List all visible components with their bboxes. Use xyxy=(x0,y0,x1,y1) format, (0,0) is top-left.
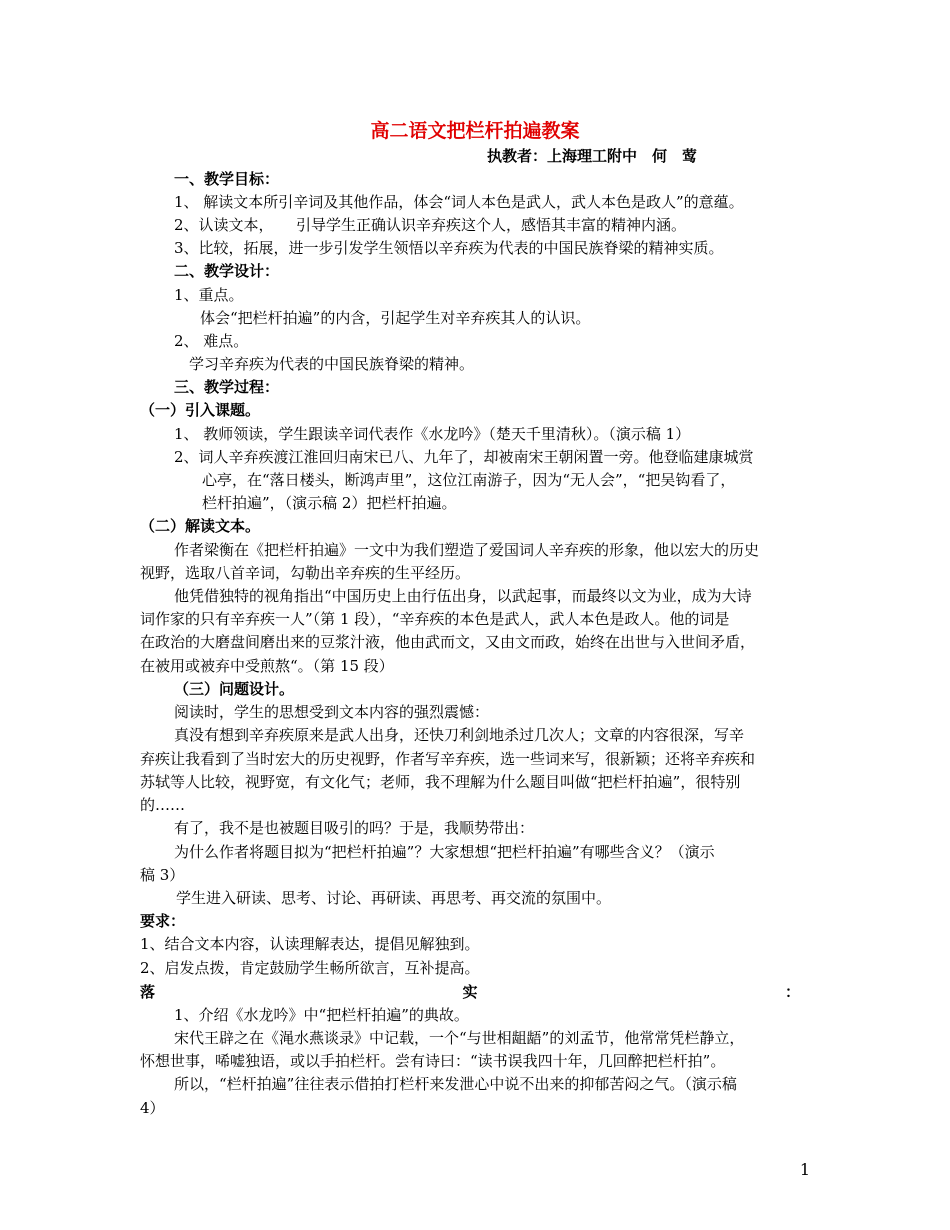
student-response-2: 弃疾让我看到了当时宏大的历史视野，作者写辛弃疾，选一些词来写，很新颖；还将辛弃疾和 xyxy=(140,750,756,768)
reading-paragraph-2-cont2: 在政治的大磨盘间磨出来的豆浆汁液，他由武而文，又由文而政，始终在出世与入世间矛盾， xyxy=(140,633,756,651)
objective-2: 2、认读文本， 引导学生正确认识辛弃疾这个人，感悟其丰富的精神内涵。 xyxy=(174,216,687,234)
design-difficulty-detail: 学习辛弃疾为代表的中国民族脊梁的精神。 xyxy=(189,355,475,373)
intro-step-2-cont: 心亭，在“落日楼头，断鸿声里”，这位江南游子，因为“无人会”，“把吴钩看了， xyxy=(202,471,736,489)
section-heading-design: 二、教学设计： xyxy=(174,262,280,280)
reading-paragraph-1: 作者梁衡在《把栏杆拍遍》一文中为我们塑造了爱国词人辛弃疾的形象，他以宏大的历史 xyxy=(174,541,760,559)
page-number: 1 xyxy=(799,1160,810,1179)
section-heading-objectives: 一、教学目标： xyxy=(174,170,280,188)
objective-1: 1、 解读文本所引辛词及其他作品，体会“词人本色是武人，武人本色是政人”的意蕴。 xyxy=(174,193,744,211)
requirements-heading: 要求： xyxy=(140,912,186,930)
intro-step-2-end: 栏杆拍遍”，（演示稿 2）把栏杆拍遍。 xyxy=(202,494,457,512)
subsection-intro: （一）引入课题。 xyxy=(140,401,261,419)
allusion-paragraph: 宋代王辟之在《渑水燕谈录》中记载，一个“与世相龃龉”的刘孟节，他常常凭栏静立， xyxy=(174,1029,745,1047)
intro-step-1: 1、 教师领读，学生跟读辛词代表作《水龙吟》（楚天千里清秋）。（演示稿 1） xyxy=(174,425,691,443)
student-response-end: 的…… xyxy=(140,796,186,814)
teacher-transition: 有了，我不是也被题目吸引的吗？于是，我顺势带出： xyxy=(174,819,535,837)
design-difficulty: 2、 难点。 xyxy=(174,332,249,350)
objective-3: 3、比较，拓展，进一步引发学生领悟以辛弃疾为代表的中国民族脊梁的精神实质。 xyxy=(174,239,724,257)
reading-paragraph-1-cont: 视野，选取八首辛词，勾勒出辛弃疾的生平经历。 xyxy=(140,564,471,582)
reading-paragraph-2: 他凭借独特的视角指出“中国历史上由行伍出身，以武起事，而最终以文为业，成为大诗 xyxy=(174,587,752,605)
author-line: 执教者：上海理工附中 何 莺 xyxy=(487,147,698,165)
reading-paragraph-2-end: 在被用或被弃中受煎熬“。（第 15 段） xyxy=(140,657,394,675)
luoshi-char-2: 实 xyxy=(462,983,478,1001)
allusion-conclusion-end: 4） xyxy=(140,1099,165,1117)
luoshi-colon: ： xyxy=(784,983,800,1001)
luoshi-item-1: 1、介绍《水龙吟》中“把栏杆拍遍”的典故。 xyxy=(174,1006,469,1024)
student-response-1: 真没有想到辛弃疾原来是武人出身，还快刀利剑地杀过几次人；文章的内容很深，写辛 xyxy=(174,726,745,744)
requirement-1: 1、结合文本内容，认读理解表达，提倡见解独到。 xyxy=(140,935,480,953)
luoshi-heading xyxy=(140,981,800,1002)
questions-intro: 阅读时，学生的思想受到文本内容的强烈震憾： xyxy=(174,703,490,721)
allusion-paragraph-cont: 怀想世事，唏嘘独语，或以手拍栏杆。尝有诗曰：“读书误我四十年，几回醉把栏杆拍”。 xyxy=(140,1052,726,1070)
requirement-2: 2、启发点拨，肯定鼓励学生畅所欲言，互补提高。 xyxy=(140,959,480,977)
question-prompt: 为什么作者将题目拟为“把栏杆拍遍”？大家想想“把栏杆拍遍”有哪些含义？（演示 xyxy=(174,843,715,861)
study-atmosphere: 学生进入研读、思考、讨论、再研读、再思考、再交流的氛围中。 xyxy=(176,889,612,907)
luoshi-char-1: 落 xyxy=(140,983,156,1001)
reading-paragraph-2-cont1: 词作家的只有辛弃疾一人”（第 1 段），“辛弃疾的本色是武人，武人本色是政人。他的词是 xyxy=(140,610,730,628)
document-title: 高二语文把栏杆拍遍教案 xyxy=(370,120,580,142)
allusion-conclusion: 所以，“栏杆拍遍”往往表示借拍打栏杆来发泄心中说不出来的抑郁苦闷之气。（演示稿 xyxy=(174,1075,737,1093)
intro-step-2: 2、词人辛弃疾渡江淮回归南宋已八、九年了，却被南宋王朝闲置一旁。他登临建康城赏 xyxy=(174,448,754,466)
question-prompt-end: 稿 3） xyxy=(140,866,185,884)
subsection-questions: （三）问题设计。 xyxy=(174,680,295,698)
design-key-point-detail: 体会“把栏杆拍遍”的内含，引起学生对辛弃疾其人的认识。 xyxy=(200,309,591,327)
subsection-reading: （二）解读文本。 xyxy=(140,517,261,535)
student-response-3: 苏轼等人比较，视野宽，有文化气；老师，我不理解为什么题目叫做“把栏杆拍遍”，很特别 xyxy=(140,773,741,791)
section-heading-process: 三、教学过程： xyxy=(174,378,280,396)
design-key-point: 1、重点。 xyxy=(174,286,244,304)
